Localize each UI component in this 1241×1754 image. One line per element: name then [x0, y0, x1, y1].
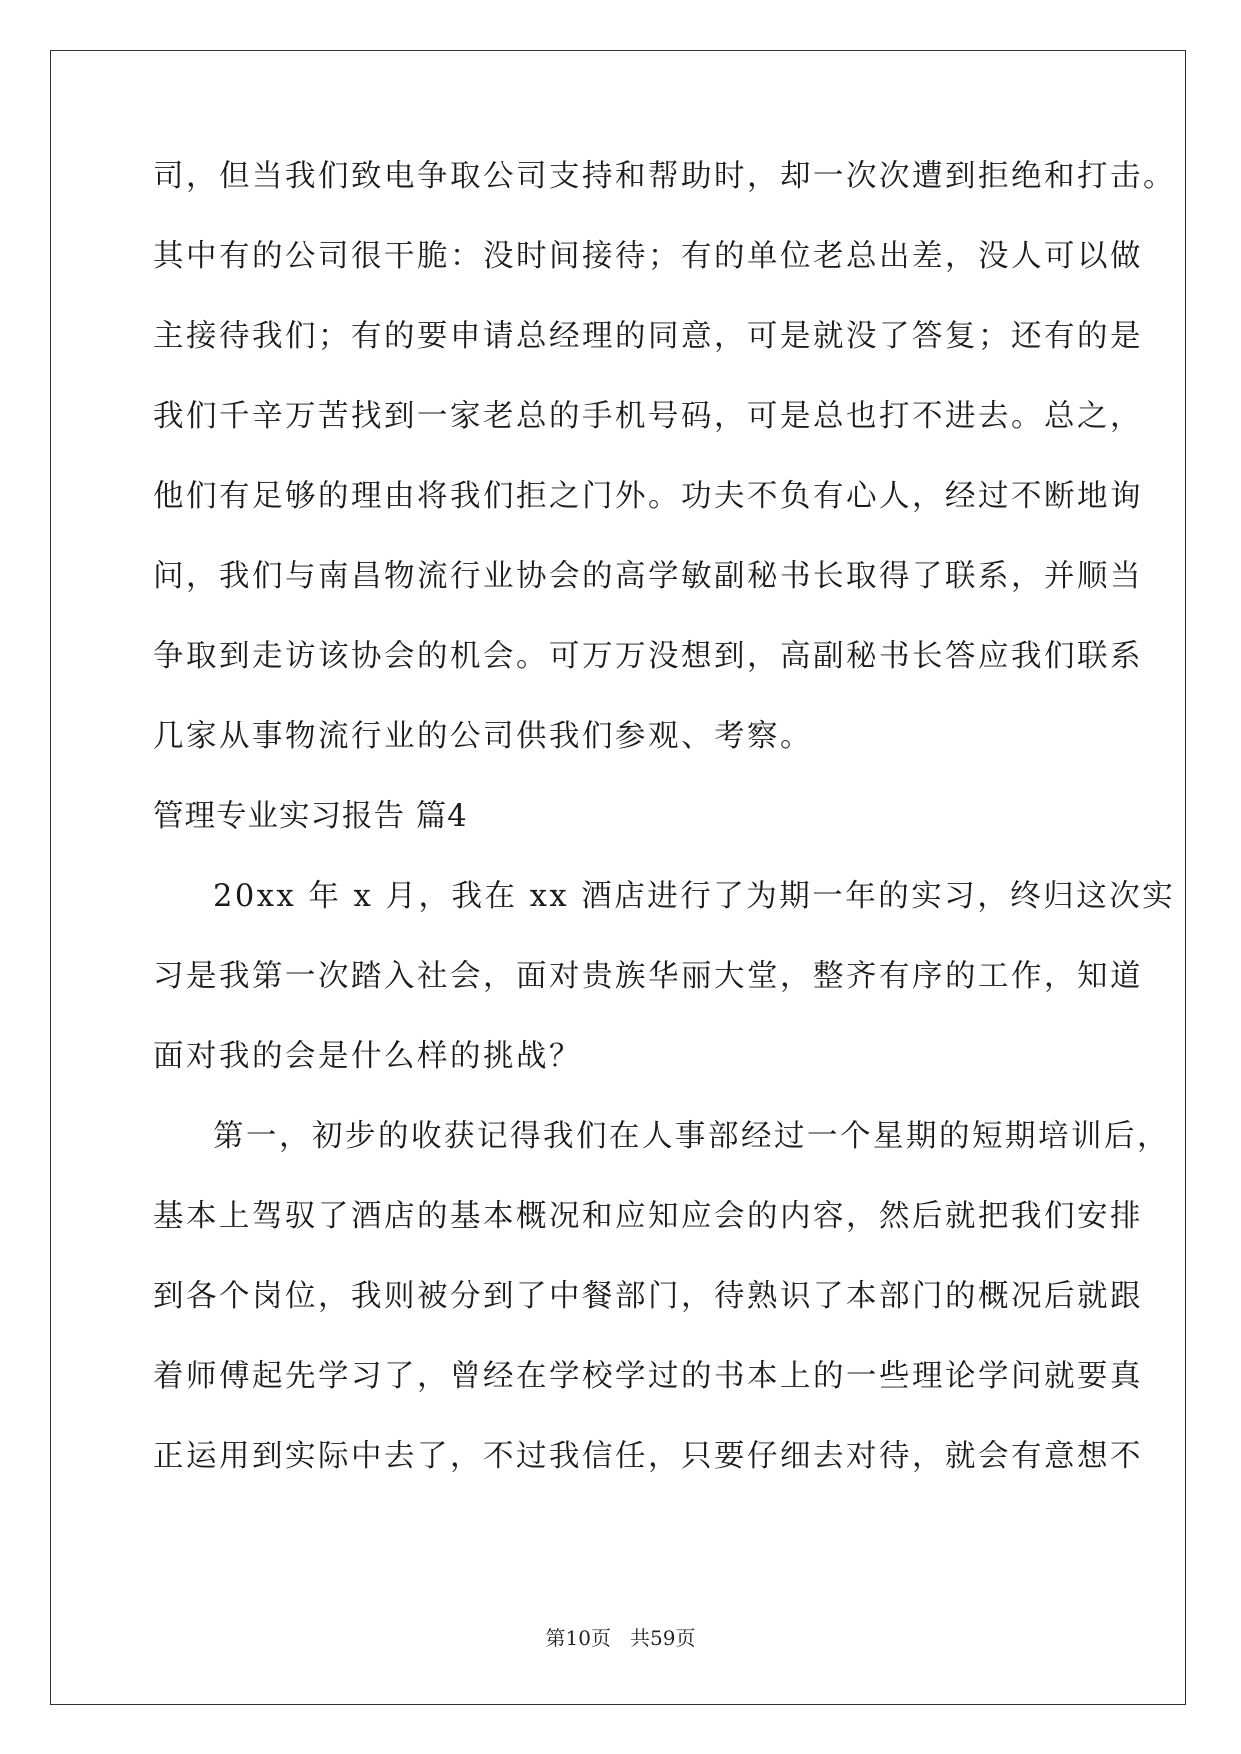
text-line: 到各个岗位，我则被分到了中餐部门，待熟识了本部门的概况后就跟 [153, 1279, 1143, 1314]
text-line: 争取到走访该协会的机会。可万万没想到，高副秘书长答应我们联系 [153, 639, 1143, 674]
text-line: 司，但当我们致电争取公司支持和帮助时，却一次次遭到拒绝和打击。 [153, 159, 1176, 194]
text-line: 正运用到实际中去了，不过我信任，只要仔细去对待，就会有意想不 [153, 1439, 1143, 1474]
text-line: 其中有的公司很干脆：没时间接待；有的单位老总出差，没人可以做 [153, 239, 1143, 274]
text-line: 他们有足够的理由将我们拒之门外。功夫不负有心人，经过不断地询 [153, 479, 1143, 514]
text-line: 问，我们与南昌物流行业协会的高学敏副秘书长取得了联系，并顺当 [153, 559, 1143, 594]
page-number: 第10页 [545, 1626, 611, 1650]
total-pages: 共59页 [630, 1626, 696, 1650]
text-line: 几家从事物流行业的公司供我们参观、考察。 [153, 719, 813, 754]
document-body [153, 159, 1176, 1522]
text-line: 我们千辛万苦找到一家老总的手机号码，可是总也打不进去。总之， [153, 399, 1143, 434]
text-line: 习是我第一次踏入社会，面对贵族华丽大堂，整齐有序的工作，知道 [153, 959, 1143, 994]
text-line: 着师傅起先学习了，曾经在学校学过的书本上的一些理论学问就要真 [153, 1359, 1143, 1394]
text-line: 面对我的会是什么样的挑战？ [153, 1039, 582, 1074]
text-line: 基本上驾驭了酒店的基本概况和应知应会的内容，然后就把我们安排 [153, 1199, 1143, 1234]
text-line: 主接待我们；有的要申请总经理的同意，可是就没了答复；还有的是 [153, 319, 1143, 354]
page-footer [0, 1622, 1241, 1651]
paragraph-first-line: 第一，初步的收获记得我们在人事部经过一个星期的短期培训后， [213, 1119, 1170, 1154]
section-heading: 管理专业实习报告 篇4 [153, 799, 468, 834]
paragraph-first-line: 20xx 年 x 月，我在 xx 酒店进行了为期一年的实习，终归这次实 [213, 879, 1176, 914]
